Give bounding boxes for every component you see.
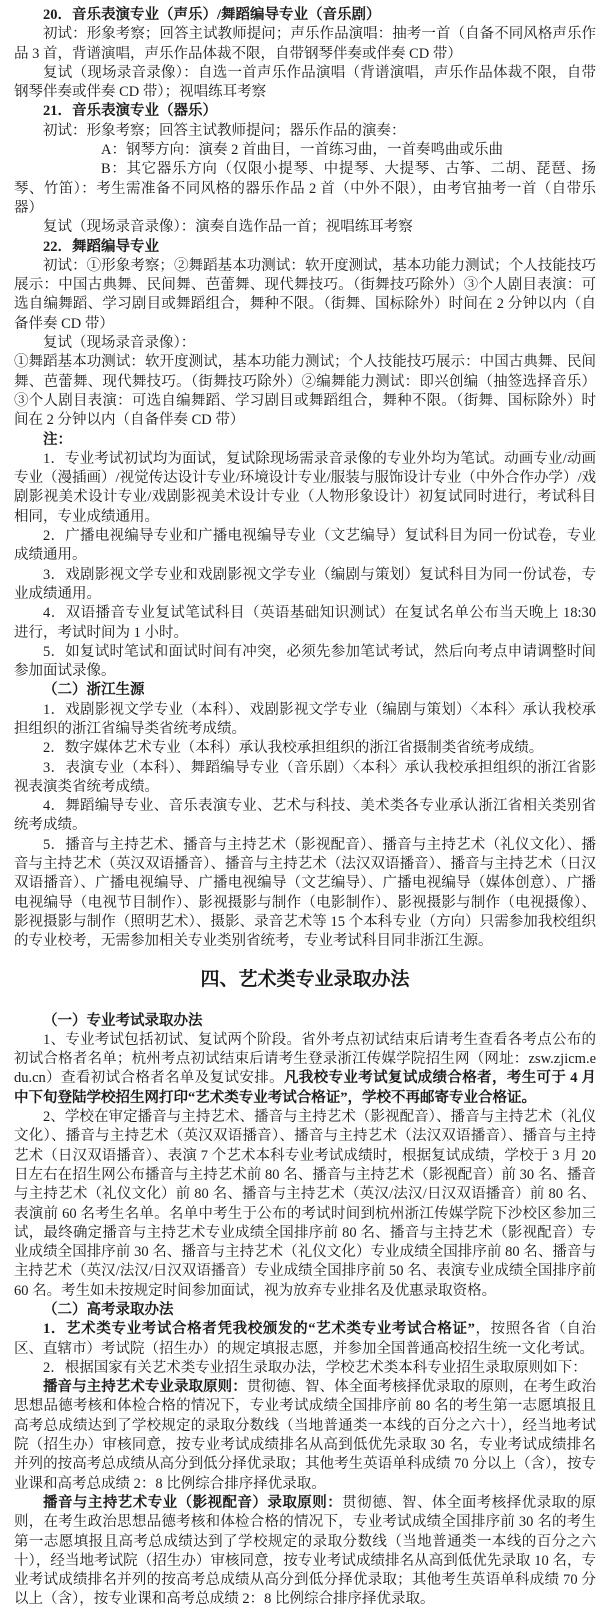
text-run: 初试：①形象考察；②舞蹈基本功测试：软开度测试，基本功能力测试；个人技能技巧展示：中国古典舞、民间舞、芭蕾舞、现代舞技巧。（街舞技巧除外）③个人剧目表演：可选自编舞蹈、学习剧目或舞蹈组合，舞种不限。（街舞、国标除外）时间在 2 分钟以内（自备伴奏 CD 带） xyxy=(14,257,596,332)
major-20-title xyxy=(14,6,596,25)
bold-text-run: 20．音乐表演专业（声乐）/舞蹈编导专业（音乐剧） xyxy=(43,7,381,23)
bold-text-run: 22．舞蹈编导专业 xyxy=(43,238,159,255)
major-21-title xyxy=(14,102,596,121)
text-run: 1．专业考试初试均为面试，复试除现场需录音录像的专业外均为笔试。动画专业/动画专业（漫插画）/视觉传达设计专业/环境设计专业/服装与服饰设计专业（中外合作办学）/戏剧影视美术设计专业/戏剧影视美术设计专业（人物形象设计）初复试同时进行，考试科目相同，专业成绩通用。 xyxy=(14,450,596,525)
text-run: ①舞蹈基本功测试：软开度测试，基本功能力测试；个人技能技巧展示：中国古典舞、民间舞、芭蕾舞、现代舞技巧。（街舞技巧除外）②编舞能力测试：即兴创编（抽签选择音乐）③个人剧目表演：可选自编舞蹈、学习剧目或舞蹈组合，舞种不限。（街舞、国标除外）时间在 2 分钟以内（自备伴奏 CD 带） xyxy=(14,354,596,429)
text-run: 3．表演专业（本科）、舞蹈编导专业（音乐剧）〈本科〉承认我校承担组织的浙江省影视表演类省统考成绩。 xyxy=(14,759,596,795)
major-21-chushi xyxy=(14,122,596,141)
gaokao-item-1 xyxy=(14,1320,596,1359)
text-run: 3．戏剧影视文学专业和戏剧影视文学专业（编剧与策划）复试科目为同一份试卷，专业成绩通用。 xyxy=(14,566,596,602)
zhejiang-item-1 xyxy=(14,701,596,740)
note-3 xyxy=(14,566,596,605)
text-run: 初试：形象考察；回答主试教师提问；器乐作品的演奏： xyxy=(43,122,406,139)
zhejiang-section-head xyxy=(14,681,596,700)
gaokao-item-2 xyxy=(14,1359,596,1378)
text-run: 复试（现场录音录像）：自选一首声乐作品演唱（背谱演唱，声乐作品体裁不限，自带钢琴伴奏或伴奏 CD 带）；视唱练耳考察 xyxy=(14,64,596,101)
text-run: 2．数字媒体艺术专业（本科）承认我校承担组织的浙江省摄制类省统考成绩。 xyxy=(43,740,544,757)
main-title xyxy=(14,968,596,992)
text-run: 1．戏剧影视文学专业（本科）、戏剧影视文学专业（编剧与策划）〈本科〉承认我校承担组织的浙江省编导类省统考成绩。 xyxy=(14,701,596,737)
zhejiang-item-3 xyxy=(14,759,596,798)
exam-admission-item-2 xyxy=(14,1108,596,1301)
major-22-fushi-detail xyxy=(14,353,596,430)
note-1 xyxy=(14,450,596,527)
bold-text-run: 四、艺术类专业录取办法 xyxy=(200,968,410,990)
major-21-option-b xyxy=(14,160,596,218)
text-run: 贯彻德、智、体全面考核择优录取的原则，在考生政治思想品德考核和体检合格的情况下，专业考试成绩全国排序前 30 名的考生第一志愿填报且高考总成绩达到了学校规定的录取分数线（当地普通类一本线的百分之六十），经当地考试院（招生办）审核同意，按专业考试成绩排名从高到低优先录取 10 名，专业考试成绩排名并列的按高考总成绩从高分到低分择优录取；其他考生英语单科成绩 70 分以上（含），按专业课和高考总成绩 2：8 比例综合排序择优录取。 xyxy=(14,1494,597,1608)
major-22-fushi-label xyxy=(14,334,596,353)
bold-text-run: 21．音乐表演专业（器乐） xyxy=(43,103,217,120)
text-run: 4．双语播音专业复试笔试科目（英语基础知识测试）在复试名单公布当天晚上 18:30 进行，考试时间为 1 小时。 xyxy=(14,605,596,641)
note-4 xyxy=(14,604,596,643)
exam-admission-item-1 xyxy=(14,1031,596,1108)
bold-text-run: 注： xyxy=(43,431,72,448)
bold-text-run: 1．艺术类专业考试合格者凭我校颁发的“艺术类专业考试合格证” xyxy=(43,1321,475,1338)
text-run: 2、学校在审定播音与主持艺术、播音与主持艺术（影视配音）、播音与主持艺术（礼仪文化）、播音与主持艺术（英汉双语播音）、播音与主持艺术（法汉双语播音）、播音与主持艺术（日汉双语播音）、表演 7 个艺术本科专业考试成绩时，根据复试成绩，学校于 3 月 20 日左右在招生网公布播音与主持艺术前 80 名、播音与主持艺术（影视配音）前 30 名、播音与主持艺术（礼仪文化）前 80 名、播音与主持艺术（英汉/法汉/日汉双语播音）前 80 名、表演前 60 名考生名单。名单中考生于公布的考试时间到杭州浙江传媒学院下沙校区参加三试，最终确定播音与主持艺术专业成绩全国排序前 80 名、播音与主持艺术（影视配音）专业成绩全国排序前 30 名、播音与主持艺术（礼仪文化）专业成绩全国排序前 80 名、播音与主持艺术（英汉/法汉/日汉双语播音）专业成绩全国排序前 50 名、表演专业成绩全国排序前 60 名。考生如未按规定时间参加面试，视为放弃专业排名及优惠录取资格。 xyxy=(14,1109,596,1299)
text-run: 复试（现场录音录像）：演奏自选作品一首；视唱练耳考察 xyxy=(43,219,413,236)
bold-text-run: （一）专业考试录取办法 xyxy=(43,1012,203,1029)
notes-title xyxy=(14,431,596,450)
bold-text-run: 播音与主持艺术专业录取原则： xyxy=(43,1379,247,1396)
text-run: 贯彻德、智、体全面考核择优录取的原则，在考生政治思想品德考核和体检合格的情况下，专业考试成绩全国排序前 80 名的考生第一志愿填报且高考总成绩达到了学校规定的录取分数线（当地普通类一本线的百分之六十），经当地考试院（招生办）审核同意，按专业考试成绩排名从高到低优先录取 30 名，专业考试成绩排名并列的按高考总成绩从高分到低分择优录取；其他考生英语单科成绩 70 分以上（含），按专业课和高考总成绩 2：8 比例综合排序择优录取。 xyxy=(14,1379,597,1492)
exam-admission-head xyxy=(14,1012,596,1031)
text-run: 2．根据国家有关艺术类专业招生录取办法，学校艺术类本科专业招生录取原则如下： xyxy=(43,1359,587,1376)
text-run: A：钢琴方向：演奏 2 首曲目，一首练习曲，一首奏鸣曲或乐曲 xyxy=(101,142,503,159)
major-20-chushi xyxy=(14,25,596,64)
major-20-fushi xyxy=(14,64,596,103)
text-run: 2．广播电视编导专业和广播电视编导专业（文艺编导）复试科目为同一份试卷，专业成绩通用。 xyxy=(14,528,596,564)
major-21-option-a xyxy=(14,141,596,160)
text-run: 5．如复试时笔试和面试时间有冲突，必须先参加笔试考试，然后向考点申请调整时间参加面试录像。 xyxy=(14,643,596,680)
bold-text-run: 播音与主持艺术专业（影视配音）录取原则： xyxy=(43,1494,343,1511)
document-body xyxy=(14,6,596,1610)
text-run: 4．舞蹈编导专业、音乐表演专业、艺术与科技、美术类各专业承认浙江省相关类别省统考成绩。 xyxy=(14,798,596,834)
text-run: 初试：形象考察；回答主试教师提问；声乐作品演唱：抽考一首（自备不同风格声乐作品 3 首，背谱演唱，声乐作品体裁不限，自带钢琴伴奏或伴奏 CD 带） xyxy=(14,26,596,62)
bold-text-run: 凡我校专业考试复试成绩合格者，考生可于 4 月中下旬登陆学校招生网打印“艺术类专业考试合格证”，学校不再邮寄专业合格证。 xyxy=(14,1070,597,1106)
text-run: 1、专业考试包括初试、复试两个阶段。省外考点初试结束后请考生查看各考点公布的初试合格者名单；杭州考点初试结束后请考生登录浙江传媒学院招生网（网址：zsw.zjicm.edu.cn）查看初试合格者名单及复试安排。 xyxy=(14,1031,596,1087)
major-21-fushi xyxy=(14,218,596,237)
principle-boyin xyxy=(14,1378,596,1494)
note-2 xyxy=(14,527,596,566)
major-22-chushi xyxy=(14,257,596,334)
bold-text-run: （二）浙江生源 xyxy=(43,682,145,699)
text-run: ，按照各省（自治区、直辖市）考试院（招生办）的规定填报志愿，并参加全国普通高校招生统一文化考试。 xyxy=(14,1321,597,1357)
text-run: 复试（现场录音录像）： xyxy=(43,335,196,352)
text-run: 5．播音与主持艺术、播音与主持艺术（影视配音）、播音与主持艺术（礼仪文化）、播音与主持艺术（英汉双语播音）、播音与主持艺术（法汉双语播音）、播音与主持艺术（日汉双语播音）、广播电视编导、广播电视编导（文艺编导）、广播电视编导（媒体创意）、广播电视编导（电视节目制作）、影视摄影与制作（电影制作）、影视摄影与制作（电视摄像）、影视摄影与制作（照明艺术）、摄影、录音艺术等 15 个本科专业（方向）只需参加我校组织的专业校考，无需参加相关专业类别省统考，专业考试科目同非浙江生源。 xyxy=(14,836,596,950)
zhejiang-item-2 xyxy=(14,739,596,758)
note-5 xyxy=(14,643,596,682)
gaokao-admission-head xyxy=(14,1301,596,1320)
zhejiang-item-4 xyxy=(14,797,596,836)
bold-text-run: （二）高考录取办法 xyxy=(43,1302,174,1318)
major-22-title xyxy=(14,238,596,257)
text-run: B：其它器乐方向（仅限小提琴、中提琴、大提琴、古筝、二胡、琵琶、扬琴、竹笛）：考生需准备不同风格的器乐作品 2 首（中外不限），由考官抽考一首（自带乐器） xyxy=(14,161,596,216)
zhejiang-item-5 xyxy=(14,836,596,952)
principle-yingshipeiyin xyxy=(14,1494,596,1610)
